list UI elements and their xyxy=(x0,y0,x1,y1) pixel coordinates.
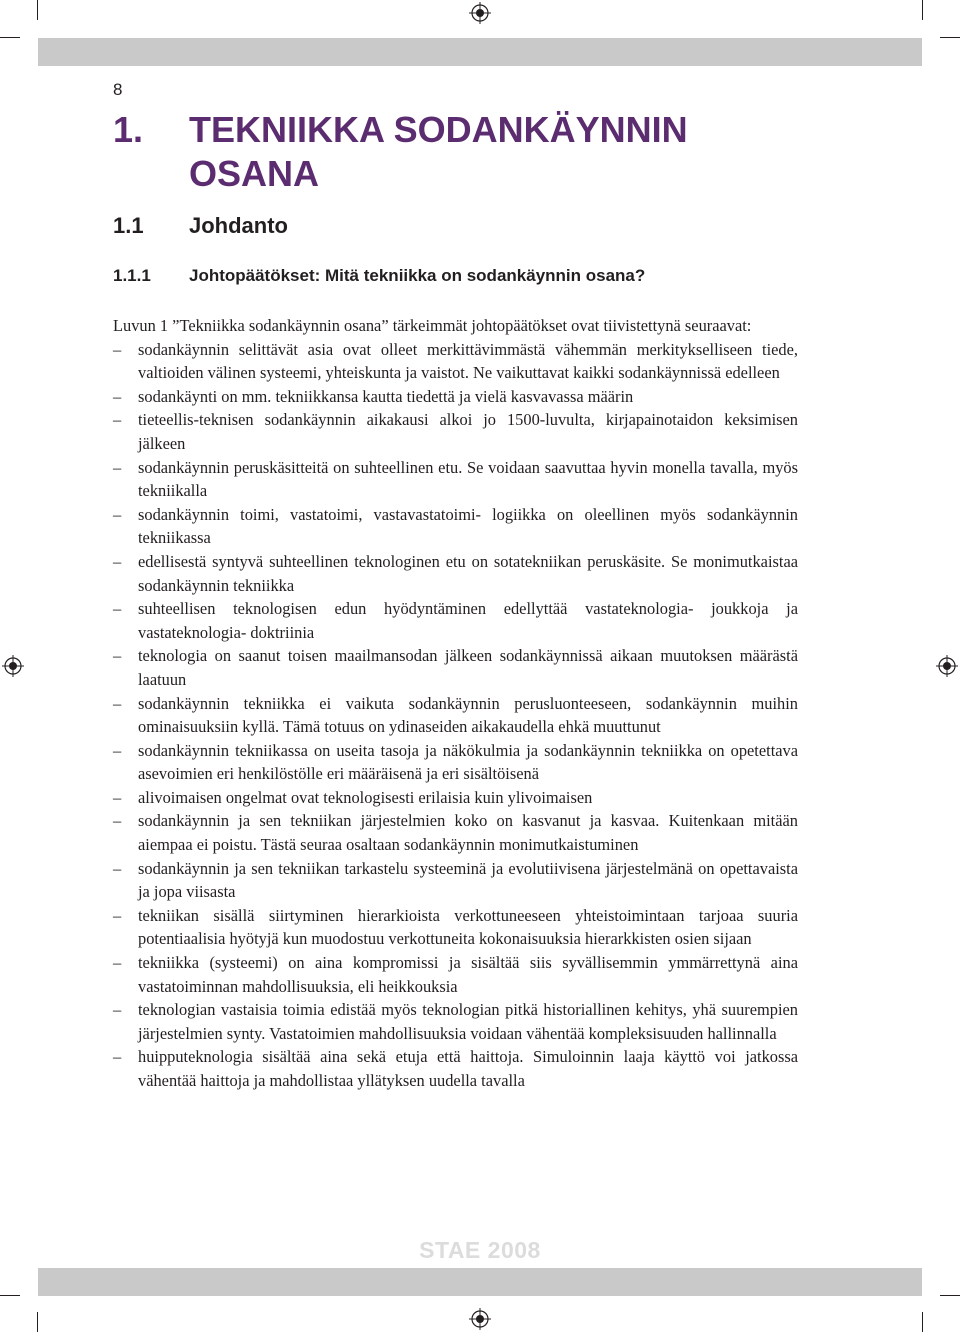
registration-mark-icon xyxy=(469,2,491,24)
registration-mark-icon xyxy=(2,655,24,677)
page-number: 8 xyxy=(113,80,123,99)
header-bar xyxy=(38,38,922,66)
list-item: – huipputeknologia sisältää aina sekä etuja että haittoja. Simuloinnin laaja käyttö voi jatkossa vähentää haittoja ja mahdollistaa yllätyksen uudella tavalla xyxy=(113,1045,798,1092)
crop-mark xyxy=(37,1312,38,1332)
list-item: – sodankäynnin ja sen tekniikan järjestelmien koko on kasvanut ja kasvaa. Kuitenkaan mitään aiempaa ei poistu. Tästä seuraa osaltaan sodankäynnin monimutkaistuminen xyxy=(113,809,798,856)
section-title: Johdanto xyxy=(189,213,288,238)
list-item: – tekniikka (systeemi) on aina kompromissi ja sisältää siis syvällisemmin ymmärrettynä aina vastatoiminnan mahdollisuuksia, eli heikkouksia xyxy=(113,951,798,998)
chapter-title-line2: OSANA xyxy=(189,153,320,194)
chapter-number: 1. xyxy=(113,109,144,150)
chapter-title-line1: TEKNIIKKA SODANKÄYNNIN xyxy=(189,109,688,150)
crop-mark xyxy=(922,1312,923,1332)
list-item: – sodankäynnin tekniikka ei vaikuta sodankäynnin perusluonteeseen, sodankäynnin muihin ominaisuuksiin kyllä. Tämä totuus on ydinaseiden aikakaudella ehkä muuttunut xyxy=(113,692,798,739)
list-item: – sodankäynnin ja sen tekniikan tarkastelu systeeminä ja evolutiivisena järjestelmänä on opettavaista ja jopa viisasta xyxy=(113,857,798,904)
subsection-title: Johtopäätökset: Mitä tekniikka on sodankäynnin osana? xyxy=(189,266,646,285)
crop-mark xyxy=(37,0,38,20)
section-heading xyxy=(113,213,288,239)
footer-bar xyxy=(38,1268,922,1296)
crop-mark xyxy=(0,1295,20,1296)
subsection-number: 1.1.1 xyxy=(113,266,151,285)
subsection-heading xyxy=(113,266,645,286)
registration-mark-icon xyxy=(936,655,958,677)
list-item: – tieteellis-teknisen sodankäynnin aikakausi alkoi jo 1500-luvulta, kirjapainotaidon keksimisen jälkeen xyxy=(113,408,798,455)
footer-logo-text: STAE 2008 xyxy=(419,1237,541,1263)
crop-mark xyxy=(940,1295,960,1296)
list-item: – teknologia on saanut toisen maailmansodan jälkeen sodankäynnissä aikaan muutoksen määrästä laatuun xyxy=(113,644,798,691)
registration-mark-icon xyxy=(469,1308,491,1330)
list-item: – tekniikan sisällä siirtyminen hierarkioista verkottuneeseen yhteistoimintaan tarjoaa suuria potentiaalisia hyötyjä kun muodostuu verkottuneita kokonaisuuksia hierarkkisten osien sijaan xyxy=(113,904,798,951)
list-item: – teknologian vastaisia toimia edistää myös teknologian pitkä historiallinen kehitys, yhä suurempien järjestelmien synty. Vastatoimien mahdollisuuksia voidaan vähentää kompleksisuuden hallinnalla xyxy=(113,998,798,1045)
crop-mark xyxy=(940,37,960,38)
list-item: – sodankäynnin peruskäsitteitä on suhteellinen etu. Se voidaan saavuttaa hyvin monella tavalla, myös tekniikalla xyxy=(113,456,798,503)
list-item: – edellisestä syntyvä suhteellinen teknologinen etu on sotatekniikan peruskäsite. Se monimutkaistaa sodankäynnin tekniikka xyxy=(113,550,798,597)
intro-paragraph: Luvun 1 ”Tekniikka sodankäynnin osana” tärkeimmät johtopäätökset ovat tiivistettynä seuraavat: xyxy=(113,316,752,335)
list-item: – alivoimaisen ongelmat ovat teknologisesti erilaisia kuin ylivoimaisen xyxy=(113,786,798,810)
conclusions-list xyxy=(113,338,798,1093)
list-item: – sodankäynnin tekniikassa on useita tasoja ja näkökulmia ja sodankäynnin tekniikka on opetettava asevoimien eri henkilöstölle eri määräisenä ja eri sisältöisenä xyxy=(113,739,798,786)
list-item: – sodankäynnin toimi, vastatoimi, vastavastatoimi- logiikka on oleellinen myös sodankäynnin tekniikassa xyxy=(113,503,798,550)
body-text xyxy=(113,314,798,1093)
crop-mark xyxy=(0,37,20,38)
crop-mark xyxy=(922,0,923,20)
chapter-title xyxy=(113,108,688,196)
section-number: 1.1 xyxy=(113,213,144,238)
list-item: – suhteellisen teknologisen edun hyödyntäminen edellyttää vastateknologia- joukkoja ja vastateknologia- doktriinia xyxy=(113,597,798,644)
list-item: – sodankäynnin selittävät asia ovat olleet merkittävimmästä vähemmän merkitykselliseen tiede, valtioiden välinen systeemi, yhteiskunta ja vaistot. Ne vaikuttavat kaikki sodankäynnissä edelleen xyxy=(113,338,798,385)
list-item: – sodankäynti on mm. tekniikkansa kautta tiedettä ja vielä kasvavassa määrin xyxy=(113,385,798,409)
